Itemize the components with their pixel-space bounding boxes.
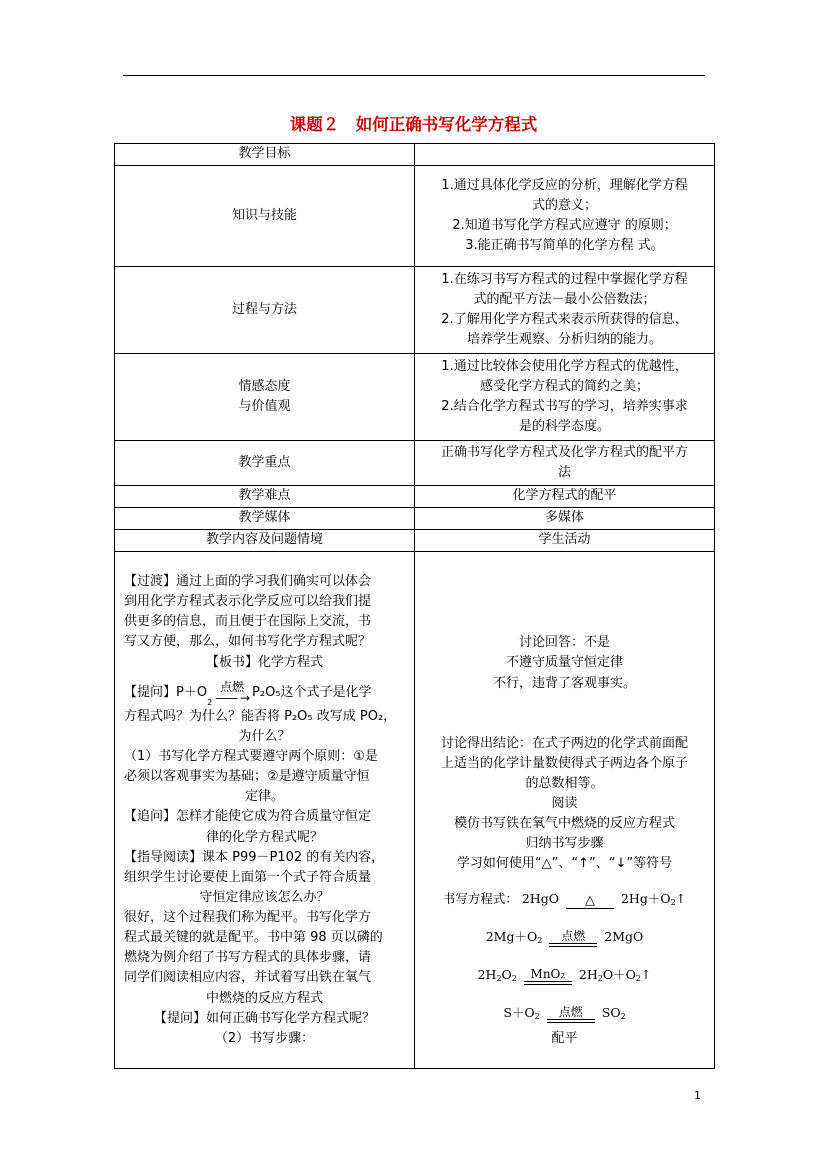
text-line: 写又方便，那么，如何书写化学方程式呢？: [124, 634, 372, 650]
text-line: 律的化学方程式呢？: [205, 829, 323, 845]
lesson-plan-table: [114, 143, 715, 1069]
process-line: 培养学生观察、分析归纳的能力。: [466, 332, 662, 348]
eq-right: 2MgO: [604, 929, 644, 945]
text-line: 模仿书写铁在氧气中燃烧的反应方程式: [453, 816, 675, 832]
gas-arrow: ↑: [640, 967, 652, 983]
subscript: 2: [537, 936, 543, 946]
knowledge-line: 2.知道书写化学方程式应遵守 的原则；: [452, 218, 677, 233]
condition-text: 点燃: [547, 1005, 595, 1020]
question-suffix: P₂O₅这个式子是化学: [252, 684, 372, 700]
arrow-condition: 点燃: [220, 679, 245, 694]
text-line: 很好，这个过程我们称为配平。书写化学方: [124, 910, 372, 926]
eq-right: SO: [601, 1005, 621, 1021]
knowledge-line: 3.能正确书写简单的化学方程 式。: [465, 238, 664, 254]
page-number: 1: [694, 1089, 701, 1102]
eq-left: S＋O: [503, 1005, 535, 1021]
double-line: [549, 944, 597, 947]
text-line: 【追问】怎样才能使它成为符合质量守恒定: [124, 809, 372, 825]
question-prefix: 【提问】P＋O: [124, 684, 208, 700]
media-label: 教学媒体: [115, 508, 415, 530]
text-line: （1）书写化学方程式要遵守两个原则：①是: [124, 748, 378, 764]
knowledge-line: 式的意义；: [531, 197, 597, 213]
equation-3: [423, 947, 706, 985]
double-line: [524, 982, 572, 985]
text-line: 中燃烧的反应方程式: [205, 990, 323, 1006]
eq-left-tail: O: [501, 967, 512, 983]
eq-left: 2HgO: [521, 891, 559, 907]
text-line: 【提问】如何正确书写化学方程式呢？: [153, 1010, 375, 1026]
text-line: 阅读: [551, 796, 578, 812]
arrow-line: —— →: [215, 690, 250, 705]
equation-4: [423, 985, 706, 1023]
emotion-line: 1.通过比较体会使用化学方程式的优越性，: [441, 358, 688, 374]
eq-right-tail: O＋O: [602, 967, 636, 983]
eq-left: 2Mg＋O: [485, 929, 538, 945]
content-header: 教学内容及问题情境: [115, 530, 415, 552]
subscript: 2: [670, 898, 676, 908]
text-line: 到用化学方程式表示化学反应可以给我们提: [124, 594, 372, 610]
emotion-label-line: 情感态度: [238, 378, 291, 394]
text-line: 组织学生讨论要使上面第一个式子符合质量: [124, 869, 372, 885]
text-line: 上适当的化学计量数使得式子两边各个原子: [440, 755, 688, 771]
ignite-condition: [547, 1005, 595, 1023]
text-line: 不遵守质量守恒定律: [505, 655, 623, 671]
key-point-line: 法: [557, 465, 571, 480]
equation-label: 书写方程式：: [442, 891, 518, 907]
emotion-line: 是的科学态度。: [518, 419, 610, 435]
heat-condition: [566, 894, 614, 909]
equation-2: [423, 909, 706, 947]
text-line: 归纳书写步骤: [525, 836, 604, 852]
text-line: 讨论回答：不是: [518, 635, 610, 651]
text-line: 方程式吗？为什么？能否将 P₂O₅ 改写成 PO₂，: [124, 708, 397, 724]
key-point-line: 正确书写化学方程式及化学方程式的配平方: [440, 444, 688, 460]
difficulty-value: 化学方程式的配平: [415, 486, 715, 508]
ignite-arrow: [215, 681, 249, 703]
subscript: 2: [597, 974, 603, 984]
condition-text: △: [566, 894, 614, 909]
difficulty-label: 教学难点: [115, 486, 415, 508]
process-line: 1.在练习书写方程式的过程中掌握化学方程: [441, 271, 688, 287]
double-line: [547, 1020, 595, 1023]
eq-left: 2H: [477, 967, 497, 983]
text-line: 不行，违背了客观事实。: [492, 675, 636, 691]
subscript: 2: [620, 1012, 626, 1022]
key-point-label: 教学重点: [115, 441, 415, 486]
text-line: 燃烧为例介绍了书写方程式的具体步骤，请: [124, 950, 372, 966]
knowledge-line: 1.通过具体化学反应的分析，理解化学方程: [441, 177, 688, 193]
objectives-label: 教学目标: [115, 144, 415, 166]
text-line: 学习如何使用“△”、“↑”、“↓”等符号: [456, 856, 673, 872]
subscript: 2: [496, 974, 502, 984]
activity-header: 学生活动: [415, 530, 715, 552]
text-line: 的总数相等。: [525, 775, 604, 791]
equation-1: [423, 875, 706, 909]
question-line: 【提问】P＋O 2 点燃 —— → P₂O₅这个式子是化学: [124, 679, 372, 707]
page-title: 课题２ 如何正确书写化学方程式: [289, 115, 538, 134]
board-line: 【板书】化学方程式: [205, 654, 323, 670]
subscript: 2: [635, 974, 641, 984]
text-line: 程式最关键的就是配平。书中第 98 页以磷的: [124, 930, 383, 946]
condition-text: 点燃: [549, 929, 597, 944]
knowledge-label: 知识与技能: [115, 166, 415, 267]
process-label: 过程与方法: [115, 267, 415, 354]
text-line: 【过渡】通过上面的学习我们确实可以体会: [124, 573, 372, 589]
emotion-line: 感受化学方程式的简约之美；: [479, 378, 649, 394]
gas-arrow: ↑: [675, 891, 687, 907]
eq-right: 2Hg＋O: [620, 891, 671, 907]
condition-text: MnO₂: [524, 967, 572, 982]
media-value: 多媒体: [415, 508, 715, 530]
text-line: 配平: [551, 1030, 578, 1046]
text-line: 守恒定律应该怎么办？: [199, 889, 330, 905]
eq-right: 2H: [578, 967, 598, 983]
process-line: 式的配平方法－最小公倍数法；: [473, 291, 656, 307]
catalyst-condition: [524, 967, 572, 985]
key-point-content: [415, 441, 715, 486]
objectives-value: [415, 144, 715, 166]
process-content: [415, 267, 715, 354]
text-line: 定律。: [244, 789, 284, 805]
subscript: 2: [534, 1012, 540, 1022]
text-line: 为什么？: [238, 728, 291, 744]
emotion-label: [115, 354, 415, 441]
emotion-content: [415, 354, 715, 441]
emotion-line: 2.结合化学方程式书写的学习，培养实事求: [441, 399, 688, 414]
emotion-label-line: 与价值观: [238, 399, 291, 414]
header-rule: [123, 75, 705, 76]
text-line: 讨论得出结论：在式子两边的化学式前面配: [440, 735, 688, 751]
subscript: 2: [511, 974, 517, 984]
text-line: 必须以客观事实为基础；②是遵守质量守恒: [124, 769, 370, 785]
student-activity: [415, 552, 715, 1069]
knowledge-content: [415, 166, 715, 267]
text-line: （2）书写步骤：: [214, 1030, 315, 1046]
teaching-content: [115, 552, 415, 1069]
ignite-condition: [549, 929, 597, 947]
text-line: 供更多的信息，而且便于在国际上交流，书: [124, 614, 372, 630]
text-line: 【指导阅读】课本 P99－P102 的有关内容，: [124, 849, 385, 865]
text-line: 同学们阅读相应内容，并试着写出铁在氧气: [124, 970, 372, 986]
process-line: 2.了解用化学方程式来表示所获得的信息，: [441, 312, 688, 327]
